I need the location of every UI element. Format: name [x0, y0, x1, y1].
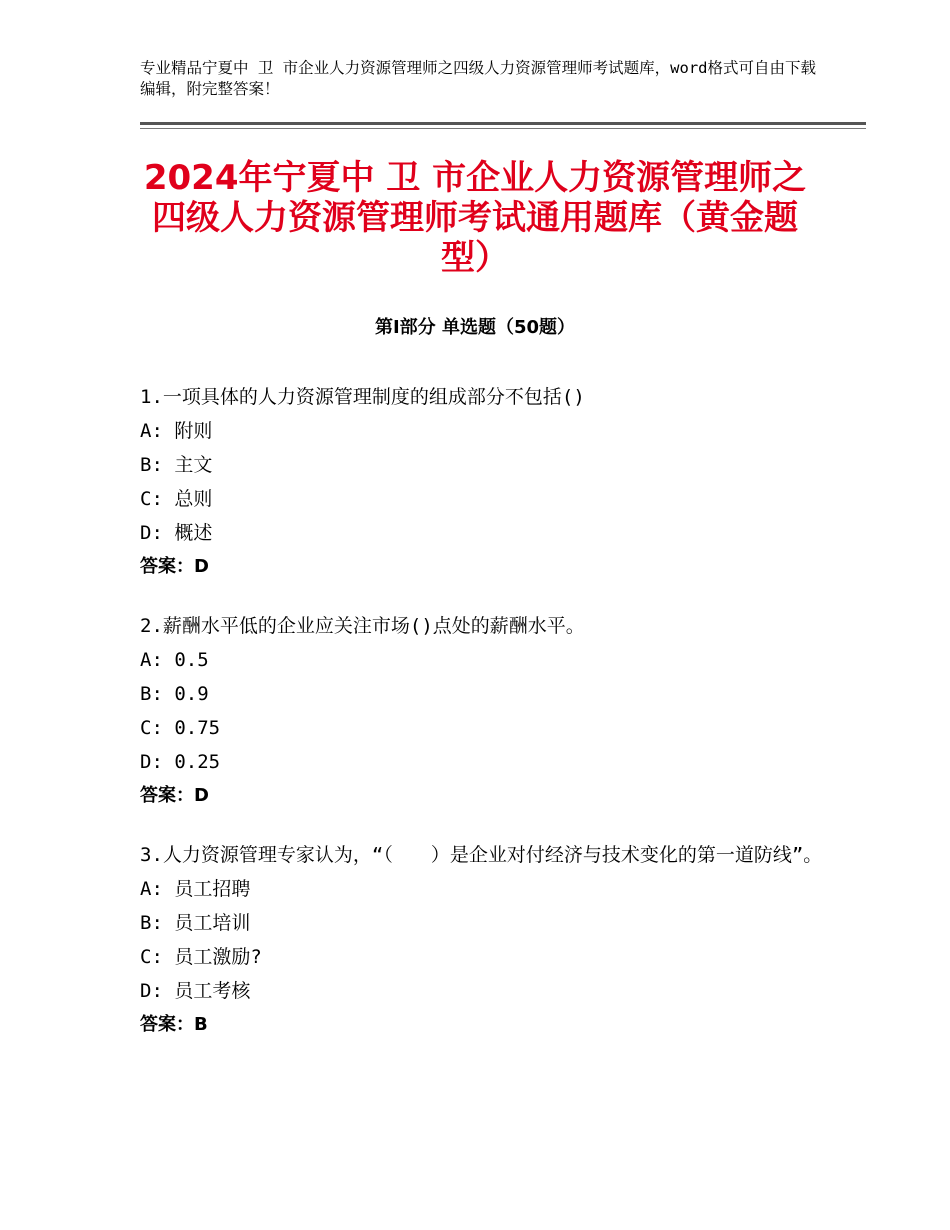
option-c: C: 总则	[140, 488, 213, 510]
section-title: 第Ⅰ部分 单选题（50题）	[374, 317, 575, 338]
question-text: 2.薪酬水平低的企业应关注市场()点处的薪酬水平。	[140, 615, 585, 637]
option-d: D: 概述	[140, 522, 213, 544]
option-b: B: 0.9	[140, 683, 209, 705]
question-text: 3.人力资源管理专家认为，“（ ）是企业对付经济与技术变化的第一道防线”。	[140, 844, 823, 866]
header-rule-thin	[140, 128, 866, 129]
question-list	[140, 380, 830, 1067]
option-c: C: 员工激励?	[140, 946, 262, 968]
document-title: 2024年宁夏中 卫 市企业人力资源管理师之四级人力资源管理师考试通用题库（黄金题型）	[143, 158, 807, 278]
header-note: 专业精品宁夏中 卫 市企业人力资源管理师之四级人力资源管理师考试题库，word格式可自由下载编辑，附完整答案！	[140, 59, 816, 98]
question-text: 1.一项具体的人力资源管理制度的组成部分不包括()	[140, 386, 585, 408]
option-a: A: 附则	[140, 420, 213, 442]
question-3	[140, 838, 830, 1042]
answer-label: 答案：D	[140, 556, 209, 577]
option-b: B: 员工培训	[140, 912, 251, 934]
option-d: D: 0.25	[140, 751, 221, 773]
header-rule-thick	[140, 122, 866, 125]
option-d: D: 员工考核	[140, 980, 251, 1002]
answer-label: 答案：B	[140, 1014, 208, 1035]
option-b: B: 主文	[140, 454, 213, 476]
question-2	[140, 609, 830, 813]
question-1	[140, 380, 830, 584]
answer-label: 答案：D	[140, 785, 209, 806]
option-a: A: 员工招聘	[140, 878, 251, 900]
option-c: C: 0.75	[140, 717, 221, 739]
option-a: A: 0.5	[140, 649, 209, 671]
